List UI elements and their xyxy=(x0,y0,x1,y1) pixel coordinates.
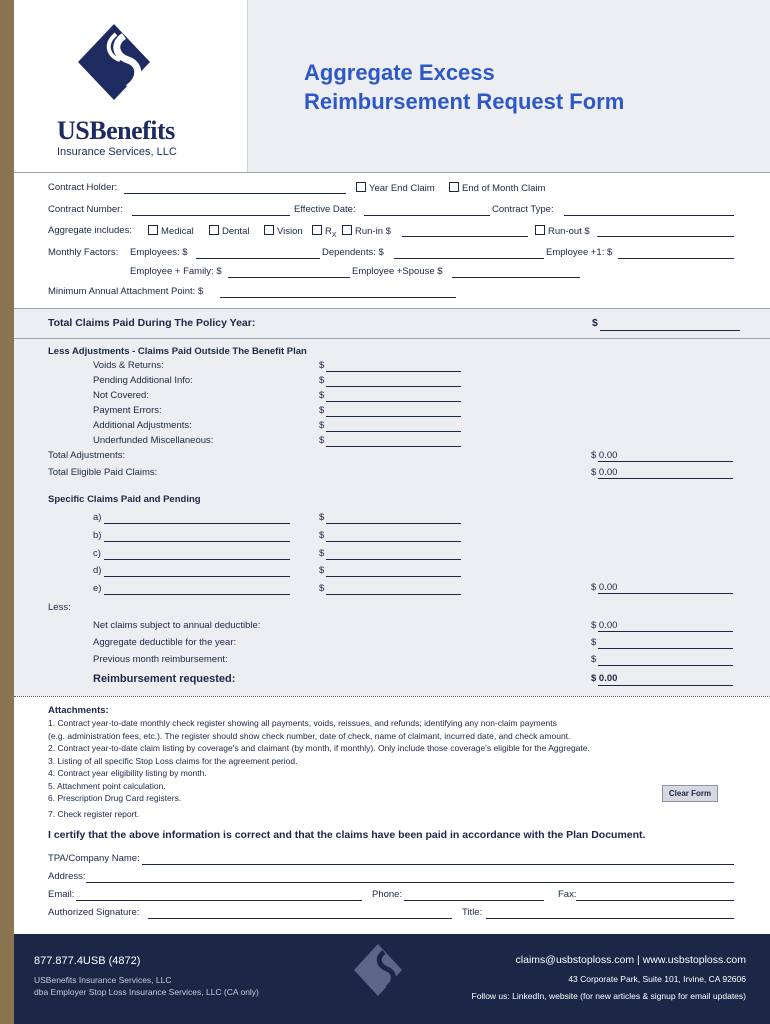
min-attachment-field[interactable] xyxy=(220,296,456,298)
net-claims-label: Net claims subject to annual deductible: xyxy=(93,620,261,631)
run-in-option[interactable] xyxy=(342,225,391,237)
adj-field[interactable] xyxy=(326,370,461,372)
adj-field[interactable] xyxy=(326,400,461,402)
adj-item-label: Not Covered: xyxy=(93,390,149,401)
specific-item-label: c) xyxy=(93,548,101,559)
total-adjustments-value[interactable]: $ 0.00 xyxy=(591,450,618,461)
adj-dollar: $ xyxy=(319,405,325,416)
footer-phone: 877.877.4USB (4872) xyxy=(34,955,141,967)
total-eligible-field[interactable] xyxy=(598,477,733,479)
contract-type-label: Contract Type: xyxy=(492,204,554,215)
employees-field[interactable] xyxy=(196,257,320,259)
certify-statement: I certify that the above information is correct and that the claims have been paid in accordance with the Plan Document. xyxy=(48,829,646,841)
total-claims-field[interactable] xyxy=(600,329,740,331)
fax-field[interactable] xyxy=(576,899,734,901)
specific-item-label: e) xyxy=(93,583,102,594)
total-claims-dollar: $ xyxy=(592,317,598,329)
specific-item-label: b) xyxy=(93,530,102,541)
specific-amount-field[interactable] xyxy=(326,593,461,595)
phone-label: Phone: xyxy=(372,889,403,900)
adj-dollar: $ xyxy=(319,420,325,431)
rx-subscript: X xyxy=(331,231,337,239)
reimbursement-field[interactable] xyxy=(598,684,733,686)
employee-family-field[interactable] xyxy=(228,276,350,278)
divider xyxy=(14,172,770,173)
adj-field[interactable] xyxy=(326,415,461,417)
divider xyxy=(14,338,770,339)
contract-number-field[interactable] xyxy=(132,214,290,216)
attachment-line: 4. Contract year eligibility listing by month. xyxy=(48,768,207,778)
aggregate-deductible-field[interactable] xyxy=(598,647,733,649)
specific-claims-heading: Specific Claims Paid and Pending xyxy=(48,494,201,505)
logo-name: USBenefits xyxy=(57,116,175,145)
total-adjustments-field[interactable] xyxy=(598,460,733,462)
title-field[interactable] xyxy=(486,917,734,919)
dependents-field[interactable] xyxy=(394,257,544,259)
adj-dollar: $ xyxy=(319,375,325,386)
aggregate-deductible-label: Aggregate deductible for the year: xyxy=(93,637,237,648)
net-claims-value[interactable]: $ 0.00 xyxy=(591,620,618,631)
contract-holder-field[interactable] xyxy=(124,192,346,194)
medical-option[interactable] xyxy=(148,225,194,237)
min-attachment-label: Minimum Annual Attachment Point: $ xyxy=(48,286,204,297)
contract-type-field[interactable] xyxy=(564,214,734,216)
specific-item-label: a) xyxy=(93,512,102,523)
specific-dollar: $ xyxy=(319,583,325,594)
year-end-option[interactable] xyxy=(356,182,435,194)
fax-label: Fax: xyxy=(558,889,577,900)
dental-option[interactable] xyxy=(209,225,249,237)
employee-family-label: Employee + Family: $ xyxy=(130,266,222,277)
vision-option[interactable] xyxy=(264,225,303,237)
adj-field[interactable] xyxy=(326,385,461,387)
footer-address: 43 Corporate Park, Suite 101, Irvine, CA 92606 xyxy=(568,974,746,984)
footer-follow: Follow us: LinkedIn, website (for new articles & signup for email updates) xyxy=(471,991,746,1001)
run-in-label: Run-in $ xyxy=(355,226,391,237)
adj-dollar: $ xyxy=(319,360,325,371)
rx-option[interactable] xyxy=(312,225,337,239)
year-end-label: Year End Claim xyxy=(369,183,435,194)
title-label: Title: xyxy=(462,907,483,918)
specific-dollar: $ xyxy=(319,565,325,576)
signature-field[interactable] xyxy=(148,917,452,919)
specific-amount-field[interactable] xyxy=(326,540,461,542)
attachment-line: 2. Contract year-to-date claim listing by coverage's and claimant (by month, if monthly). Only include those coverage's eligible for the Aggregate. xyxy=(48,743,590,753)
previous-month-dollar: $ xyxy=(591,654,597,665)
previous-month-label: Previous month reimbursement: xyxy=(93,654,228,665)
rx-label: R xyxy=(325,226,332,237)
adj-field[interactable] xyxy=(326,430,461,432)
less-adjustments-heading: Less Adjustments - Claims Paid Outside The Benefit Plan xyxy=(48,346,307,357)
adj-item-label: Voids & Returns: xyxy=(93,360,164,371)
aggregate-includes-label: Aggregate includes: xyxy=(48,225,132,236)
specific-total-field[interactable] xyxy=(598,592,733,594)
tpa-label: TPA/Company Name: xyxy=(48,853,140,864)
run-out-option[interactable] xyxy=(535,225,590,237)
specific-name-field[interactable] xyxy=(104,558,290,560)
attachment-line: 3. Listing of all specific Stop Loss claims for the agreement period. xyxy=(48,756,298,766)
attachment-line: 7. Check register report. xyxy=(48,809,140,819)
checkbox-icon[interactable] xyxy=(312,225,322,235)
less-label: Less: xyxy=(48,602,71,613)
reimbursement-value[interactable]: $ 0.00 xyxy=(591,673,618,684)
page-edge xyxy=(0,0,14,1024)
employee-plus-one-field[interactable] xyxy=(618,257,734,259)
checkbox-icon[interactable] xyxy=(342,225,352,235)
adj-dollar: $ xyxy=(319,390,325,401)
checkbox-icon[interactable] xyxy=(535,225,545,235)
adj-item-label: Pending Additional Info: xyxy=(93,375,193,386)
tpa-field[interactable] xyxy=(142,863,734,865)
specific-total-value[interactable]: $ 0.00 xyxy=(591,582,618,593)
specific-amount-field[interactable] xyxy=(326,522,461,524)
run-out-label: Run-out $ xyxy=(548,226,590,237)
adj-item-label: Payment Errors: xyxy=(93,405,162,416)
total-adjustments-label: Total Adjustments: xyxy=(48,450,126,461)
contract-number-label: Contract Number: xyxy=(48,204,123,215)
title-line-2: Reimbursement Request Form xyxy=(304,89,625,114)
footer-logo-icon xyxy=(354,942,410,1002)
net-claims-field[interactable] xyxy=(598,630,733,632)
attachments-heading: Attachments: xyxy=(48,705,109,716)
employees-label: Employees: $ xyxy=(130,247,188,258)
phone-field[interactable] xyxy=(404,899,544,901)
specific-name-field[interactable] xyxy=(104,575,290,577)
title-line-1: Aggregate Excess xyxy=(304,60,495,85)
checkbox-icon[interactable] xyxy=(449,182,459,192)
specific-name-field[interactable] xyxy=(104,540,290,542)
total-eligible-value[interactable]: $ 0.00 xyxy=(591,467,618,478)
logo-icon xyxy=(76,22,166,114)
attachment-line: (e.g. administration fees, etc.). The register should show check number, date of check, name of claimant, incurred date, and check amount. xyxy=(48,731,571,741)
vision-label: Vision xyxy=(277,226,303,237)
dependents-label: Dependents: $ xyxy=(322,247,384,258)
specific-name-field[interactable] xyxy=(104,522,290,524)
attachment-line: 5. Attachment point calculation. xyxy=(48,781,166,791)
employee-spouse-label: Employee +Spouse $ xyxy=(352,266,443,277)
form-page xyxy=(14,0,770,1024)
total-claims-label: Total Claims Paid During The Policy Year: xyxy=(48,317,256,329)
employee-plus-one-label: Employee +1: $ xyxy=(546,247,613,258)
reimbursement-label: Reimbursement requested: xyxy=(93,673,236,685)
end-of-month-option[interactable] xyxy=(449,182,545,194)
specific-dollar: $ xyxy=(319,530,325,541)
medical-label: Medical xyxy=(161,226,194,237)
end-of-month-label: End of Month Claim xyxy=(462,183,546,194)
adj-item-label: Underfunded Miscellaneous: xyxy=(93,435,214,446)
employee-spouse-field[interactable] xyxy=(452,276,580,278)
contract-holder-label: Contract Holder: xyxy=(48,182,118,193)
checkbox-icon[interactable] xyxy=(356,182,366,192)
specific-name-field[interactable] xyxy=(104,593,290,595)
footer-company: USBenefits Insurance Services, LLC xyxy=(34,975,172,985)
effective-date-field[interactable] xyxy=(364,214,490,216)
clear-form-button[interactable]: Clear Form xyxy=(662,785,718,802)
checkbox-icon[interactable] xyxy=(148,225,158,235)
address-field[interactable] xyxy=(86,881,734,883)
adj-field[interactable] xyxy=(326,445,461,447)
specific-dollar: $ xyxy=(319,548,325,559)
adj-dollar: $ xyxy=(319,435,325,446)
aggregate-deductible-dollar: $ xyxy=(591,637,597,648)
effective-date-label: Effective Date: xyxy=(294,204,356,215)
footer-dba: dba Employer Stop Loss Insurance Services, LLC (CA only) xyxy=(34,987,259,997)
dental-label: Dental xyxy=(222,226,250,237)
email-label: Email: xyxy=(48,889,75,900)
specific-amount-field[interactable] xyxy=(326,575,461,577)
checkbox-icon[interactable] xyxy=(264,225,274,235)
footer-email-web[interactable]: claims@usbstoploss.com | www.usbstoploss.com xyxy=(515,954,746,966)
specific-item-label: d) xyxy=(93,565,102,576)
checkbox-icon[interactable] xyxy=(209,225,219,235)
adj-item-label: Additional Adjustments: xyxy=(93,420,192,431)
total-eligible-label: Total Eligible Paid Claims: xyxy=(48,467,158,478)
monthly-factors-label: Monthly Factors: xyxy=(48,247,119,258)
specific-dollar: $ xyxy=(319,512,325,523)
form-title xyxy=(304,58,624,116)
logo-subtitle: Insurance Services, LLC xyxy=(57,146,177,158)
footer xyxy=(14,934,770,1024)
attachment-line: 1. Contract year-to-date monthly check register showing all payments, voids, reissues, and refunds; identifying any non-claim payments xyxy=(48,718,557,728)
attachment-line: 6. Prescription Drug Card registers. xyxy=(48,793,182,803)
run-in-field[interactable] xyxy=(402,235,528,237)
run-out-field[interactable] xyxy=(597,235,734,237)
address-label: Address: xyxy=(48,871,86,882)
email-field[interactable] xyxy=(76,899,362,901)
dotted-divider xyxy=(14,696,770,697)
divider xyxy=(14,308,770,309)
previous-month-field[interactable] xyxy=(598,664,733,666)
signature-label: Authorized Signature: xyxy=(48,907,140,918)
specific-amount-field[interactable] xyxy=(326,558,461,560)
